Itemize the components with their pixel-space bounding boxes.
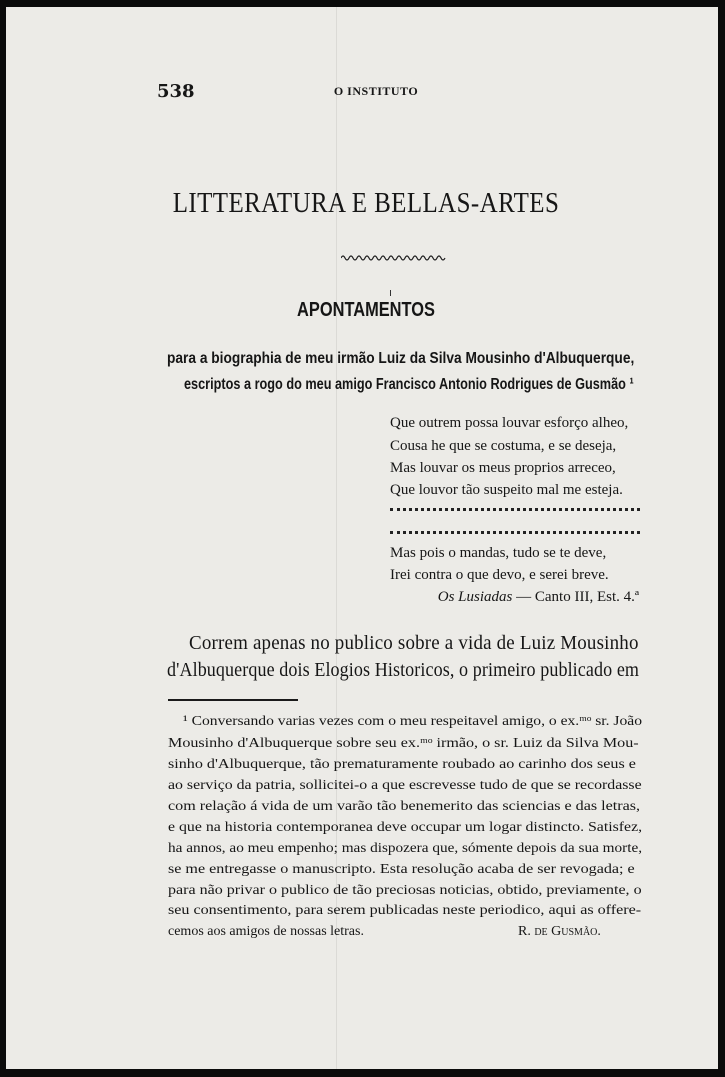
epigraph-source-work: Os Lusiadas (437, 589, 513, 605)
footnote-line: sinho d'Albuquerque, tão prematuramente roubado ao carinho dos seus e (168, 757, 636, 772)
body-text-line: d'Albuquerque dois Elogios Historicos, o primeiro publicado em (167, 659, 640, 681)
wavy-divider-ornament (341, 254, 447, 262)
footnote-line: ao serviço da patria, sollicitei-o a que escrevesse tudo de que se recordasse (168, 778, 642, 793)
epigraph-line: Irei contra o que devo, e serei breve. (390, 567, 609, 583)
epigraph-source-ref: — Canto III, Est. 4.ª (512, 589, 639, 605)
epigraph-line: Que outrem possa louvar esforço alheo, (390, 415, 629, 431)
ink-mark (390, 290, 391, 296)
page-number: 538 (157, 81, 195, 102)
article-subtitle-line: escriptos a rogo do meu amigo Francisco Antonio Rodrigues de Gusmão ¹ (184, 376, 634, 393)
footnote-signature: R. de Gusmão. (518, 924, 601, 939)
epigraph-ellipsis (390, 527, 640, 534)
footnote-line: e que na historia contemporanea deve occupar um logar distincto. Satisfez, (168, 820, 643, 835)
footnote-line: ha annos, ao meu empenho; mas dispozera que, sómente depois da sua morte, (168, 841, 643, 856)
article-title: APONTAMENTOS (297, 299, 435, 321)
footnote-line: seu consentimento, para serem publicadas neste periodico, aqui as offere- (168, 903, 642, 918)
footnote-line: cemos aos amigos de nossas letras. (168, 924, 364, 939)
footnote-rule (168, 699, 298, 701)
article-subtitle-line: para a biographia de meu irmão Luiz da Silva Mousinho d'Albuquerque, (167, 350, 635, 367)
footnote-line: Mousinho d'Albuquerque sobre seu ex.ᵐᵒ irmão, o sr. Luiz da Silva Mou- (168, 736, 639, 751)
section-title: LITTERATURA E BELLAS-ARTES (172, 187, 560, 219)
epigraph-line: Cousa he que se costuma, e se deseja, (390, 438, 617, 454)
footnote-line: ¹ Conversando varias vezes com o meu respeitavel amigo, o ex.ᵐᵒ sr. João (183, 714, 643, 729)
epigraph-line: Mas louvar os meus proprios arreceo, (390, 460, 616, 476)
epigraph-line: Mas pois o mandas, tudo se te deve, (390, 545, 607, 561)
epigraph-ellipsis (390, 504, 640, 511)
footnote-line: para não privar o publico de tão preciosas noticias, obtido, previamente, o (168, 883, 642, 898)
epigraph-line: Que louvor tão suspeito mal me esteja. (390, 482, 623, 498)
body-text-line: Correm apenas no publico sobre a vida de Luiz Mousinho (189, 632, 639, 654)
document-page (6, 7, 718, 1069)
footnote-line: com relação á vida de um varão tão benemerito das sciencias e das letras, (168, 799, 641, 814)
running-head: O INSTITUTO (333, 84, 419, 98)
footnote-line: se me entregasse o manuscripto. Esta resolução acaba de ser revogada; e (168, 862, 635, 877)
epigraph-source (426, 589, 639, 606)
